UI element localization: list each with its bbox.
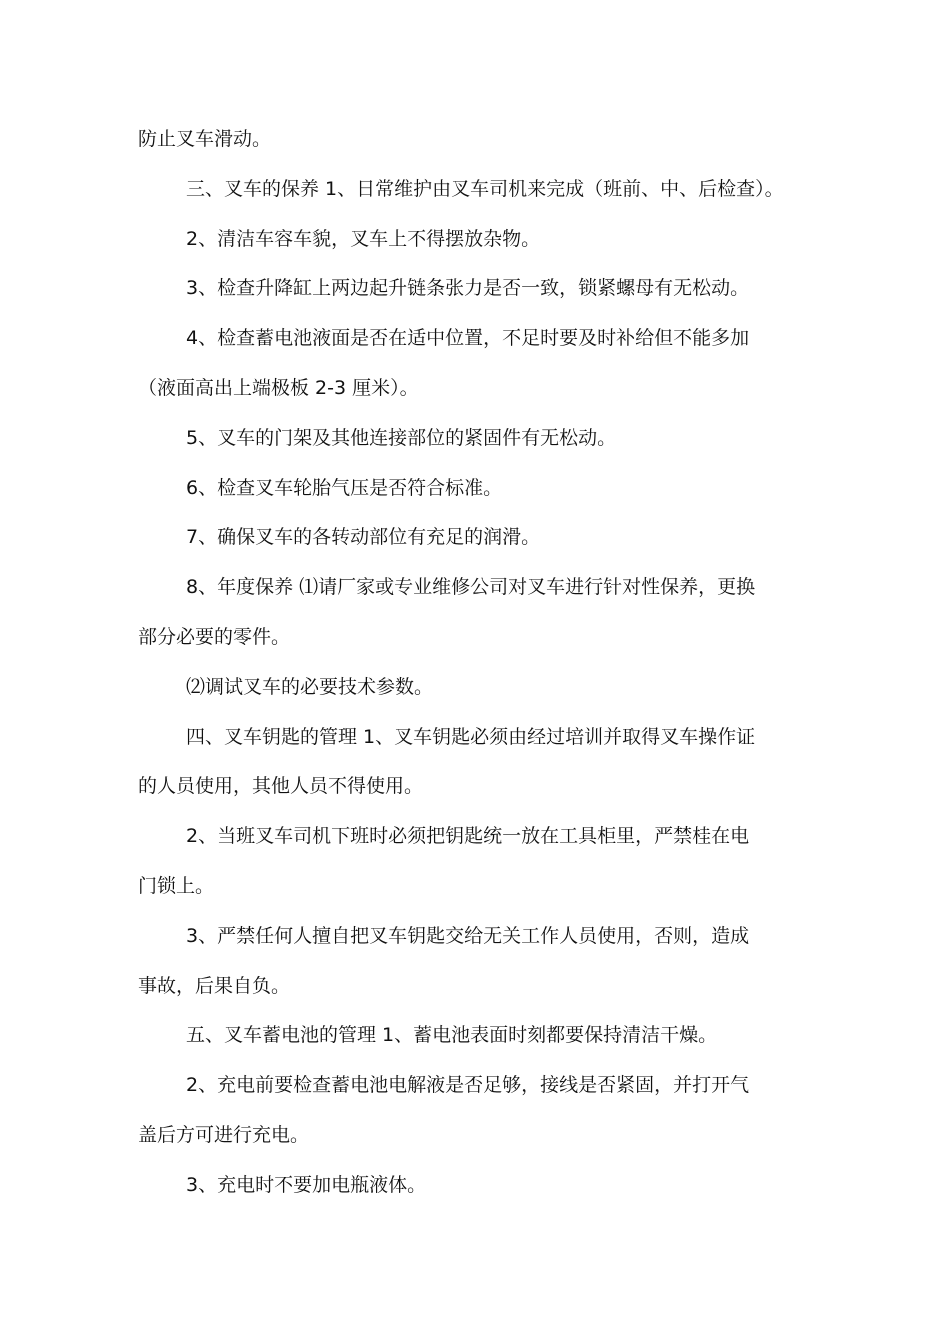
paragraph-line: 6、检查叉车轮胎气压是否符合标准。 [186, 476, 503, 499]
paragraph-line: 8、年度保养 ⑴请厂家或专业维修公司对叉车进行针对性保养，更换 [186, 576, 756, 599]
paragraph-line: 3、严禁任何人擅自把叉车钥匙交给无关工作人员使用，否则，造成 [186, 924, 750, 947]
paragraph-line: 2、充电前要检查蓄电池电解液是否足够，接线是否紧固，并打开气 [186, 1074, 750, 1097]
paragraph-line: 7、确保叉车的各转动部位有充足的润滑。 [186, 526, 541, 549]
paragraph-line: 2、清洁车容车貌，叉车上不得摆放杂物。 [186, 227, 541, 250]
paragraph-line: 防止叉车滑动。 [138, 128, 272, 150]
paragraph-line: ⑵调试叉车的必要技术参数。 [186, 675, 434, 698]
paragraph-line: 事故，后果自负。 [138, 974, 291, 997]
paragraph-line: 的人员使用，其他人员不得使用。 [138, 775, 424, 798]
paragraph-line: 五、叉车蓄电池的管理 1、蓄电池表面时刻都要保持清洁干燥。 [186, 1024, 718, 1047]
paragraph-line: 门锁上。 [138, 874, 215, 897]
paragraph-line: 4、检查蓄电池液面是否在适中位置，不足时要及时补给但不能多加 [186, 327, 750, 350]
paragraph-line: 部分必要的零件。 [138, 625, 291, 648]
paragraph-line: 三、叉车的保养 1、日常维护由叉车司机来完成（班前、中、后检查）。 [186, 177, 784, 200]
document-body [138, 115, 828, 1211]
paragraph-line: 3、检查升降缸上两边起升链条张力是否一致，锁紧螺母有无松动。 [186, 277, 750, 300]
paragraph-line: 3、充电时不要加电瓶液体。 [186, 1173, 427, 1196]
paragraph-line: （液面高出上端极板 2-3 厘米）。 [138, 376, 419, 399]
paragraph-line: 盖后方可进行充电。 [138, 1123, 310, 1146]
paragraph-line: 5、叉车的门架及其他连接部位的紧固件有无松动。 [186, 426, 617, 449]
paragraph-line: 2、当班叉车司机下班时必须把钥匙统一放在工具柜里，严禁桂在电 [186, 825, 750, 848]
paragraph-line: 四、叉车钥匙的管理 1、叉车钥匙必须由经过培训并取得叉车操作证 [186, 725, 756, 748]
